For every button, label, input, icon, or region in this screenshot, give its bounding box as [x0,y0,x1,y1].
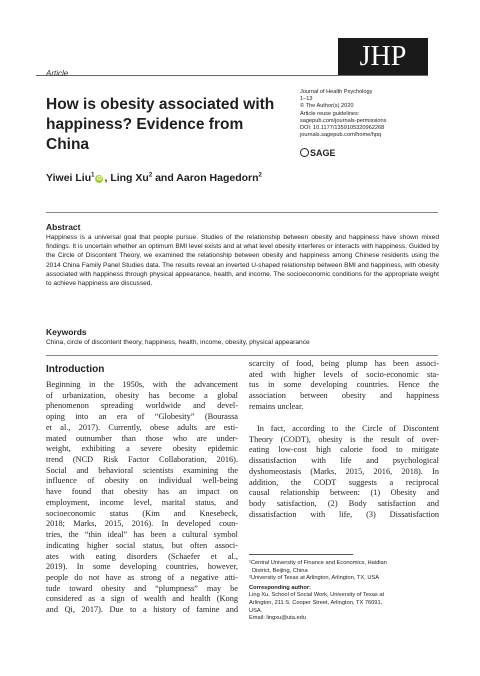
text-line: socioeconomic status (Kim and Knesebeck, [46,508,238,518]
orcid-icon[interactable]: iD [96,176,102,182]
text-line: Theory (CODT), obesity is the result of over- [249,434,439,444]
body-column-right [249,359,439,413]
affiliation-1-cont: District, Beijing, China [252,567,308,574]
text-line: 2018; Marks, 2015, 2016). In developed coun- [46,519,238,529]
text-line: tus in some developing countries. Hence the [249,380,439,390]
section-divider [46,212,438,213]
text-line: Social and behavioral scientists examining the [46,465,238,475]
publisher-logo [300,148,336,158]
text-line: oping into an era of “Globesity” (Bourassa [46,412,238,422]
reuse-guidelines-label: Article reuse guidelines: [300,110,360,117]
text-line: et al., 2017). Currently, obese adults are esti- [46,422,238,432]
text-line: body satisfaction, (2) Body satisfaction and [249,499,439,509]
introduction-heading: Introduction [46,364,105,375]
author-name: Ling Xu [110,172,149,184]
journal-name: Journal of Health Psychology [300,89,373,95]
sage-mark-icon [300,148,309,157]
author-list: Yiwei Liu$^1$iD , Ling Xu$^2$ and Aaron Hagedorn$^2$ [46,172,262,184]
corresponding-author-line: Ling Xu, School of Social Work, University of Texas at [249,592,385,599]
text-line: considered as a sign of wealth and health (Kong [46,594,238,604]
text-line: weight, exhibiting a severe obesity epidemic [46,444,238,454]
text-line: have found that obesity has an impact on [46,487,238,497]
section-divider [46,355,438,356]
text-line: dissatisfaction with life, (3) Dissatisfaction [249,509,439,519]
journal-logo: JHP [338,38,428,76]
affiliation-marker: 2 [258,172,262,179]
author-name: Aaron Hagedorn [176,172,259,184]
text-line: ates with eating disorders (Schaefer et al., [46,551,238,561]
body-column-left [46,380,238,616]
page-range: 1–13 [300,96,313,103]
permissions-link[interactable]: sagepub.com/journals-permissions [300,117,387,124]
journal-info [300,89,440,139]
text-line: association between obesity and happiness [249,391,439,401]
keywords-heading: Keywords [46,327,87,337]
text-line: phenomenon spreading worldwide and devel- [46,401,238,411]
corresponding-author-email[interactable]: Email: lingxu@uta.edu [249,615,306,622]
paper-title: How is obesity associated with happiness? Evidence from China [46,96,275,153]
publisher-name: SAGE [310,148,336,158]
text-line: remains unclear. [249,401,304,411]
keywords-text: China, circle of discontent theory, happiness, health, income, obesity, physical appearance [46,339,310,346]
text-line: addition, the CODT suggests a reciprocal [249,477,439,487]
text-line: 2019). In some developing countries, however, [46,562,238,572]
author-name: Yiwei Liu [46,172,92,184]
header-divider [36,75,428,76]
affiliation-1: ¹Central University of Finance and Economics, Haidian [249,560,387,566]
text-line: tries, the “thin ideal” has been a cultural symbol [46,530,238,540]
corresponding-author-heading: Corresponding author: [249,584,311,591]
copyright: © The Author(s) 2020 [300,103,354,110]
footnote-divider [249,554,353,555]
text-line: people do not have as strong of a negative atti- [46,572,238,582]
abstract-text: Happiness is a universal goal that people pursue. Studies of the relationship between obesity and happiness have shown mixed findings. It is uncertain whether an optimum BMI level exists and at what level obesity interferes or interacts with happiness. Guided by the Circle of Discontent Theory, we examined the relationship between obesity and happiness among Chinese residents using the 2014 China Family Panel Studies data. The results reveal an inverted U-shaped relationship between BMI and happiness, with obesity associated with happiness through physical appearance, health, and income. The socioeconomic conditions for the appropriate weight to achieve happiness are discussed. [46,234,439,288]
author-conjunction: and [155,172,174,184]
text-line: indicating higher social status, but often associ- [46,540,238,550]
text-line: tude toward obesity and “plumpness” may be [46,583,238,593]
text-line: trend (NCD Risk Factor Collaboration, 2016). [46,455,238,465]
text-line: dyshomeostasis (Marks, 2015, 2016, 2018). In [249,466,439,476]
article-type-label: Article [46,69,69,78]
journal-homepage-link[interactable]: journals.sagepub.com/home/hpq [300,132,382,139]
text-line: employment, income level, marital status, and [46,497,238,507]
text-line: causal relationship between: (1) Obesity and [249,488,439,498]
text-line: scarcity of food, being plump has been associ- [249,359,439,368]
text-line: Beginning in the 1950s, with the advancement [46,380,238,389]
text-line: and Qi, 2017). Due to a history of famine and [46,605,238,615]
affiliation-marker: 1 [91,172,95,179]
corresponding-author-line: USA. [249,607,263,614]
text-line: In fact, according to the Circle of Discontent [257,424,439,433]
doi[interactable]: DOI: 10.1177/1359105320962268 [300,125,385,132]
text-line: eating low-cost high calorie food to mitigate [249,445,439,455]
body-column-right-paragraph [249,424,439,520]
affiliation-2: ²University of Texas at Arlington, Arlington, TX, USA [249,575,380,582]
affiliation-marker: 2 [148,172,153,179]
text-line: influence of obesity on individual well-being [46,476,238,486]
abstract-heading: Abstract [46,222,81,232]
text-line: of urbanization, obesity has become a global [46,390,238,400]
footnotes [249,560,439,623]
text-line: mated outnumber than those who are under- [46,433,238,443]
corresponding-author-line: Arlington, 211 S. Cooper Street, Arlington, TX 76091, [249,599,383,606]
text-line: dissatisfaction with life and psychological [249,456,439,466]
text-line: ated with higher levels of socio-economic sta- [249,369,439,379]
